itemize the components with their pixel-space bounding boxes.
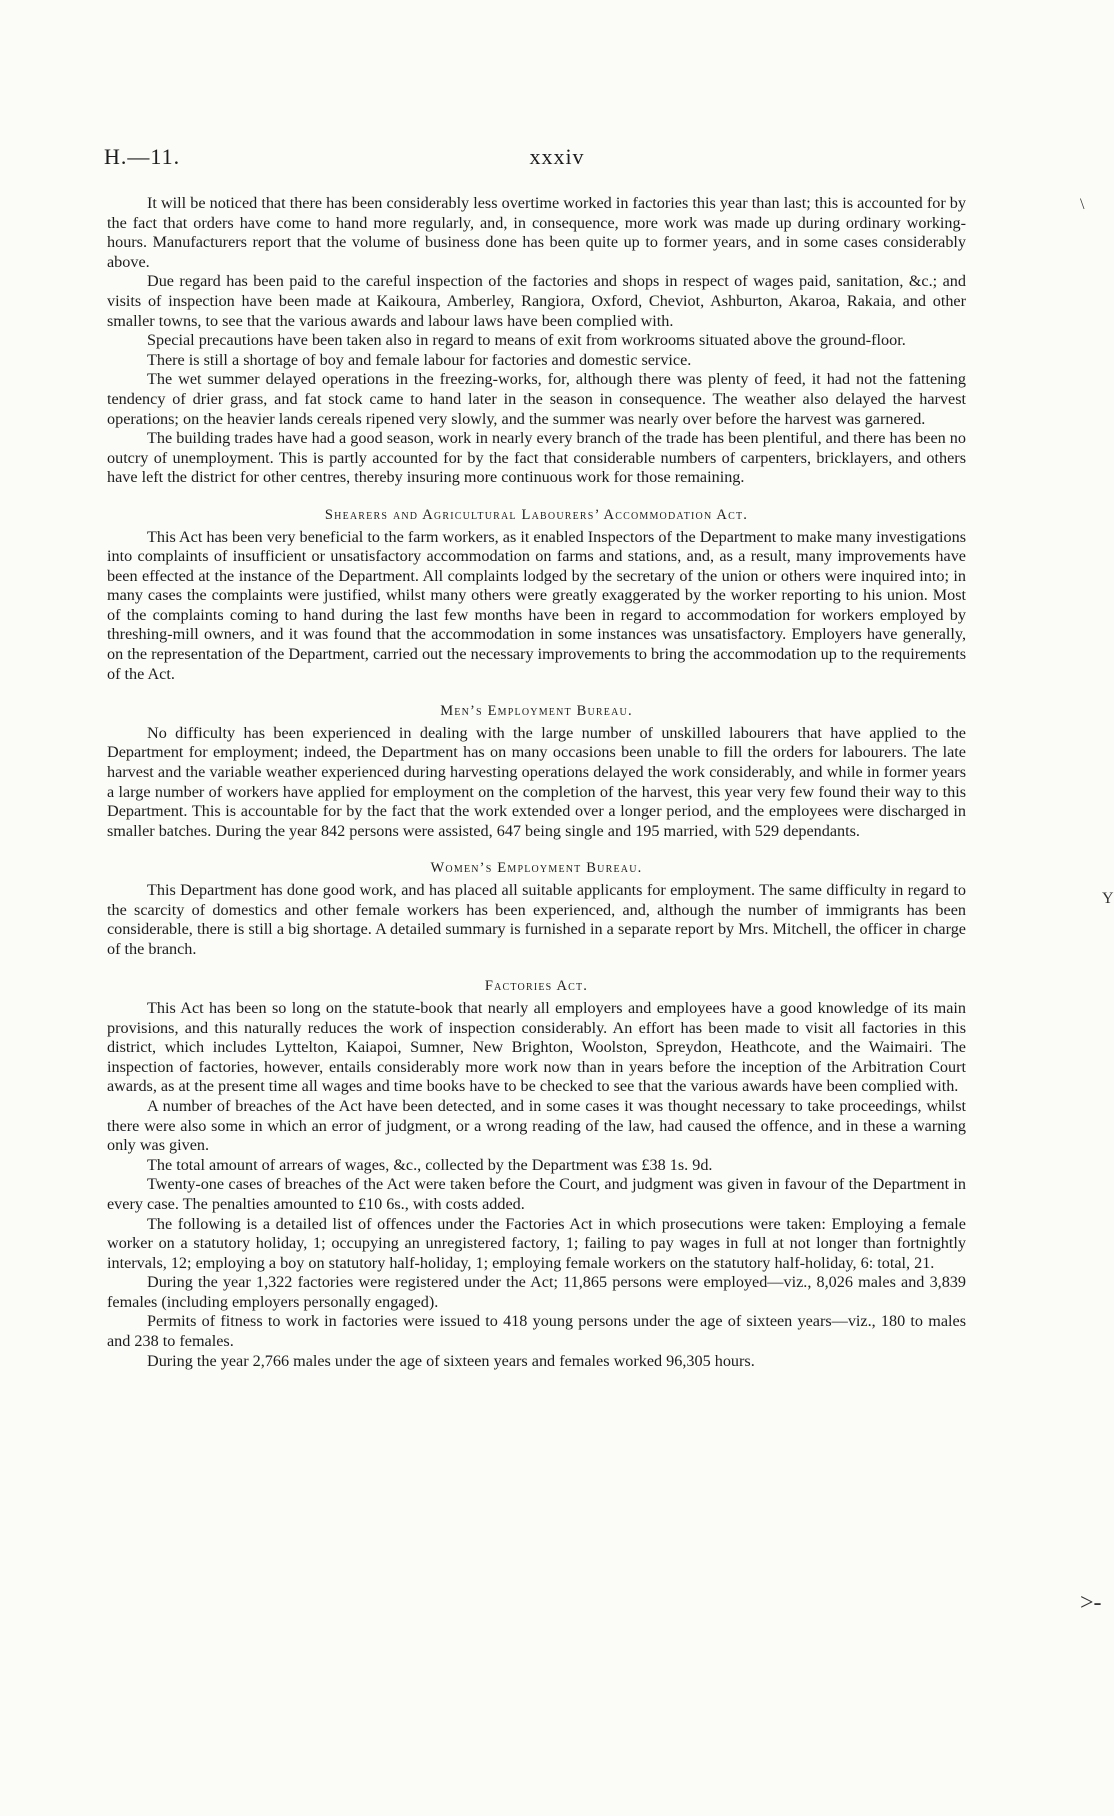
paragraph: No difficulty has been experienced in dealing with the large number of unskilled labourers that have applied to the Department for employment; indeed, the Department has on many occasions been unable to fill the orders for labourers. The late harvest and the variable weather experienced during harvesting operations delayed the work considerably, and while in former years a large number of workers have applied for employment on the completion of the harvest, this year very few found their way to this Department. This is accountable for by the fact that the work extended over a longer period, and the employees were discharged in smaller batches. During the year 842 persons were assisted, 647 being single and 195 married, with 529 dependants. (107, 723, 966, 840)
paragraph: A number of breaches of the Act have been detected, and in some cases it was thought necessary to take proceedings, whilst there were also some in which an error of judgment, or a wrong reading of the law, had caused the offence, and in these a warning only was given. (107, 1096, 966, 1155)
paragraph: The total amount of arrears of wages, &c., collected by the Department was £38 1s. 9d. (147, 1155, 713, 1174)
margin-mark: \ (1080, 196, 1085, 213)
paragraph: There is still a shortage of boy and female labour for factories and domestic service. (147, 350, 692, 369)
section-heading-shearers-act: Shearers and Agricultural Labourers’ Accommodation Act. (324, 506, 749, 523)
paragraph: The building trades have had a good season, work in nearly every branch of the trade has been plentiful, and there has been no outcry of unemployment. This is partly accounted for by the fact that considerable numbers of carpenters, bricklayers, and others have left the district for other centres, thereby insuring more continuous work for those remaining. (107, 429, 966, 487)
page-number: xxxiv (529, 144, 585, 169)
paragraph: The wet summer delayed operations in the freezing-works, for, although there was plenty of feed, it had not the fattening tendency of drier grass, and fat stock came to hand later in the season in consequence. The weather also delayed the harvest operations; on the heavier lands cereals ripened very slowly, and the summer was nearly over before the harvest was garnered. (107, 370, 966, 428)
paragraph: Twenty-one cases of breaches of the Act were taken before the Court, and judgment was given in favour of the Department in every case. The penalties amounted to £10 6s., with costs added. (107, 1175, 966, 1213)
paragraph: Due regard has been paid to the careful inspection of the factories and shops in respect of wages paid, sanitation, &c.; and visits of inspection have been made at Kaikoura, Amberley, Rangiora, Oxford, Cheviot, Ashburton, Akaroa, Rakaia, and other smaller towns, to see that the various awards and labour laws have been complied with. (107, 272, 966, 330)
paragraph: It will be noticed that there has been considerably less overtime worked in factories this year than last; this is accounted for by the fact that orders have come to hand more regularly, and, in consequence, more work was made up during ordinary working-hours. Manufacturers report that the volume of business done has been quite up to former years, and in some cases considerably above. (107, 194, 966, 271)
section-heading-mens-bureau: Men’s Employment Bureau. (440, 703, 633, 720)
section-heading-womens-bureau: Women’s Employment Bureau. (430, 860, 643, 877)
margin-mark: >- (1080, 1590, 1102, 1616)
paragraph: Special precautions have been taken also in regard to means of exit from workrooms situated above the ground-floor. (147, 331, 906, 350)
paragraph: This Department has done good work, and has placed all suitable applicants for employment. The same difficulty in regard to the scarcity of domestics and other female workers has been experienced, and, although the number of immigrants has been considerable, there is still a big shortage. A detailed summary is furnished in a separate report by Mrs. Mitchell, the officer in charge of the branch. (107, 881, 966, 958)
paragraph: During the year 1,322 factories were registered under the Act; 11,865 persons were employed—viz., 8,026 males and 3,839 females (including employers personally engaged). (107, 1273, 966, 1311)
paragraph: Permits of fitness to work in factories were issued to 418 young persons under the age of sixteen years—viz., 180 to males and 238 to females. (107, 1312, 966, 1351)
paragraph: The following is a detailed list of offences under the Factories Act in which prosecutions were taken: Employing a female worker on a statutory holiday, 1; occupying an unregistered factory, 1; failing to pay wages in full at not longer than fortnightly intervals, 12; employing a boy on statutory half-holiday, 1; employing female workers on the statutory half-holiday, 6: total, 21. (107, 1214, 966, 1272)
document-body (107, 194, 966, 1371)
paragraph: This Act has been very beneficial to the farm workers, as it enabled Inspectors of the Department to make many investigations into complaints of insufficient or unsatisfactory accommodation on farms and stations, and, as a result, many improvements have been effected at the instance of the Department. All complaints lodged by the secretary of the union or others were inquired into; in many cases the complaints were justified, whilst many others were greatly exaggerated by the worker reporting to his union. Most of the complaints coming to hand during the last few months have been in regard to accommodation for workers employed by threshing-mill owners, and it was found that the accommodation in some instances was unsatisfactory. Employers have generally, on the representation of the Department, carried out the necessary improvements to bring the accommodation up to the requirements of the Act. (107, 527, 966, 683)
margin-mark: Y (1102, 890, 1114, 907)
paragraph: During the year 2,766 males under the age of sixteen years and females worked 96,305 hours. (147, 1351, 755, 1370)
paragraph: This Act has been so long on the statute-book that nearly all employers and employees have a good knowledge of its main provisions, and this naturally reduces the work of inspection considerably. An effort has been made to visit all factories in this district, which includes Lyttelton, Kaiapoi, Sumner, New Brighton, Woolston, Spreydon, Heathcote, and the Waimairi. The inspection of factories, however, entails considerably more work now than in years before the inception of the Arbitration Court awards, as at the present time all wages and time books have to be checked to see that the various awards have been complied with. (107, 998, 966, 1096)
section-heading-factories-act: Factories Act. (484, 978, 589, 995)
page-reference: H.—11. (104, 144, 181, 169)
